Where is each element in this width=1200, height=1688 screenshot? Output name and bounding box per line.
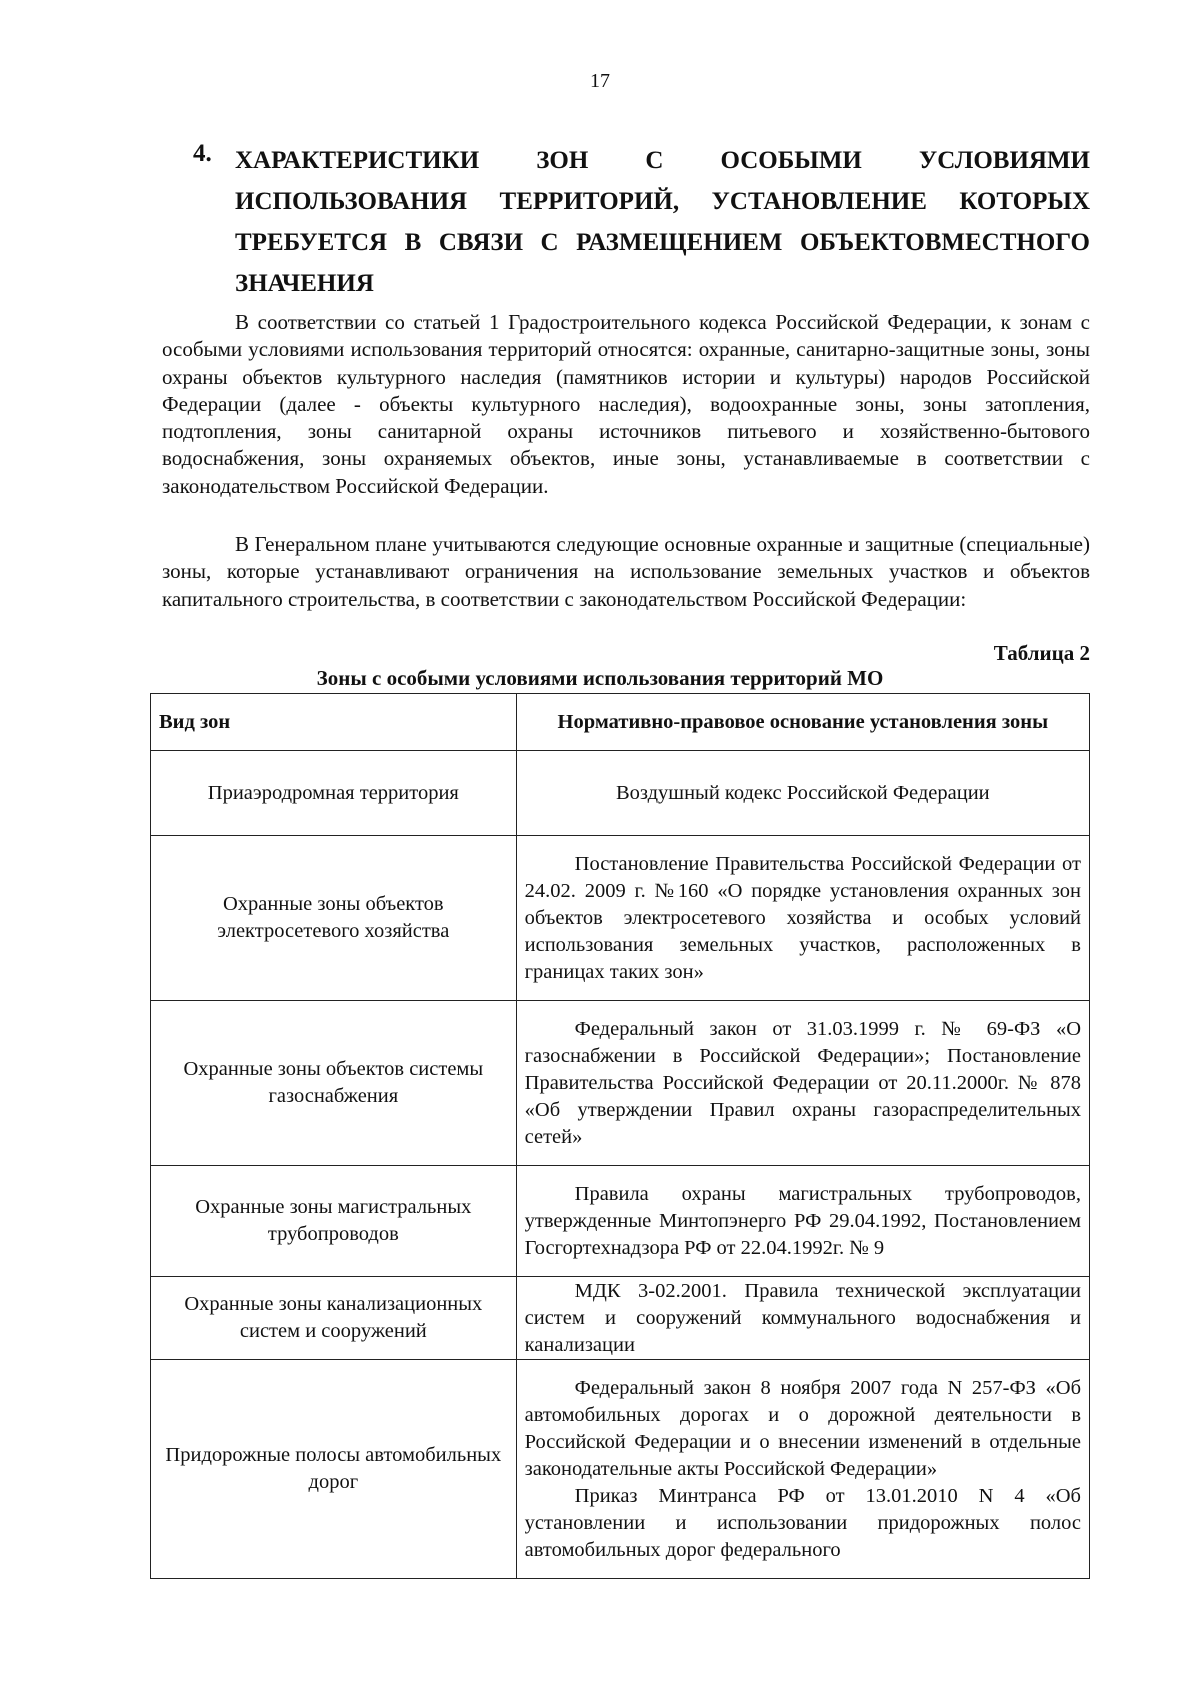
zone-cell: Придорожные полосы автомобильных дорог [151, 1360, 517, 1579]
section-title-line: ТРЕБУЕТСЯ В СВЯЗИ С РАЗМЕЩЕНИЕМ ОБЪЕКТОВМЕСТНОГО [235, 229, 1090, 256]
header-zone-type: Вид зон [151, 694, 517, 751]
table-label: Таблица 2 [993, 641, 1090, 665]
table-row [151, 751, 1090, 836]
table-row [151, 836, 1090, 1001]
table-header-row [151, 694, 1090, 751]
basis-cell [516, 1001, 1089, 1166]
header-legal-basis: Нормативно-правовое основание установления зоны [516, 694, 1089, 751]
basis-cell: Воздушный кодекс Российской Федерации [516, 751, 1089, 836]
basis-cell [516, 1166, 1089, 1277]
table-row [151, 1166, 1090, 1277]
zone-cell: Охранные зоны объектов электросетевого хозяйства [151, 836, 517, 1001]
table-row [151, 1360, 1090, 1579]
zone-cell: Охранные зоны объектов системы газоснабжения [151, 1001, 517, 1166]
basis-cell [516, 836, 1089, 1001]
zones-table [150, 693, 1090, 1579]
zone-cell: Приаэродромная территория [151, 751, 517, 836]
basis-text: Правила охраны магистральных трубопроводов, утвержденные Минтопэнерго РФ 29.04.1992, Постановлением Госгортехнадзора РФ от 22.04.1992г. № 9 [524, 1182, 1081, 1259]
basis-text: Федеральный закон от 31.03.1999 г. № 69-ФЗ «О газоснабжении в Российской Федерации»; Постановление Правительства Российской Федерации от 20.11.2000г. № 878 «Об утверждении Правил охраны газораспределительных сетей» [524, 1017, 1081, 1148]
table-row [151, 1277, 1090, 1360]
zone-cell: Охранные зоны магистральных трубопроводов [151, 1166, 517, 1277]
intro-paragraph: В соответствии со статьей 1 Градостроительного кодекса Российской Федерации, к зонам с особыми условиями использования территорий относятся: охранные, санитарно-защитные зоны, зоны охраны объектов культурного наследия (памятников истории и культуры) народов Российской Федерации (далее - объекты культурного наследия), водоохранные зоны, зоны затопления, подтопления, зоны санитарной охраны источников питьевого и хозяйственно-бытового водоснабжения, зоны охраняемых объектов, иные зоны, устанавливаемые в соответствии с законодательством Российской Федерации. [162, 310, 1090, 498]
basis-text: Приказ Минтранса РФ от 13.01.2010 N 4 «Об установлении и использовании придорожных полос автомобильных дорог федерального [524, 1484, 1081, 1561]
section-number: 4. [193, 140, 212, 167]
section-title-line: ИСПОЛЬЗОВАНИЯ ТЕРРИТОРИЙ, УСТАНОВЛЕНИЕ КОТОРЫХ [235, 188, 1090, 215]
basis-cell [516, 1360, 1089, 1579]
table-title: Зоны с особыми условиями использования территорий МО [316, 666, 884, 690]
basis-text: Федеральный закон 8 ноября 2007 года N 257-ФЗ «Об автомобильных дорогах и о дорожной деятельности в Российской Федерации и о внесении изменений в отдельные законодательные акты Российской Федерации» [524, 1376, 1081, 1480]
zones-paragraph: В Генеральном плане учитываются следующие основные охранные и защитные (специальные) зоны, которые устанавливают ограничения на использование земельных участков и объектов капитального строительства, в соответствии с законодательством Российской Федерации: [162, 532, 1090, 611]
table-row [151, 1001, 1090, 1166]
page-number: 17 [590, 70, 610, 92]
basis-text: Постановление Правительства Российской Федерации от 24.02. 2009 г. №160 «О порядке установления охранных зон объектов электросетевого хозяйства и особых условий использования земельных участков, расположенных в границах таких зон» [524, 852, 1081, 983]
zone-cell: Охранные зоны канализационных систем и сооружений [151, 1277, 517, 1360]
basis-cell [516, 1277, 1089, 1360]
basis-text: МДК 3-02.2001. Правила технической эксплуатации систем и сооружений коммунального водоснабжения и канализации [524, 1279, 1081, 1356]
section-title [235, 140, 1090, 304]
section-title-line: ЗНАЧЕНИЯ [235, 270, 374, 297]
section-title-line: ХАРАКТЕРИСТИКИ ЗОН С ОСОБЫМИ УСЛОВИЯМИ [235, 147, 1090, 174]
